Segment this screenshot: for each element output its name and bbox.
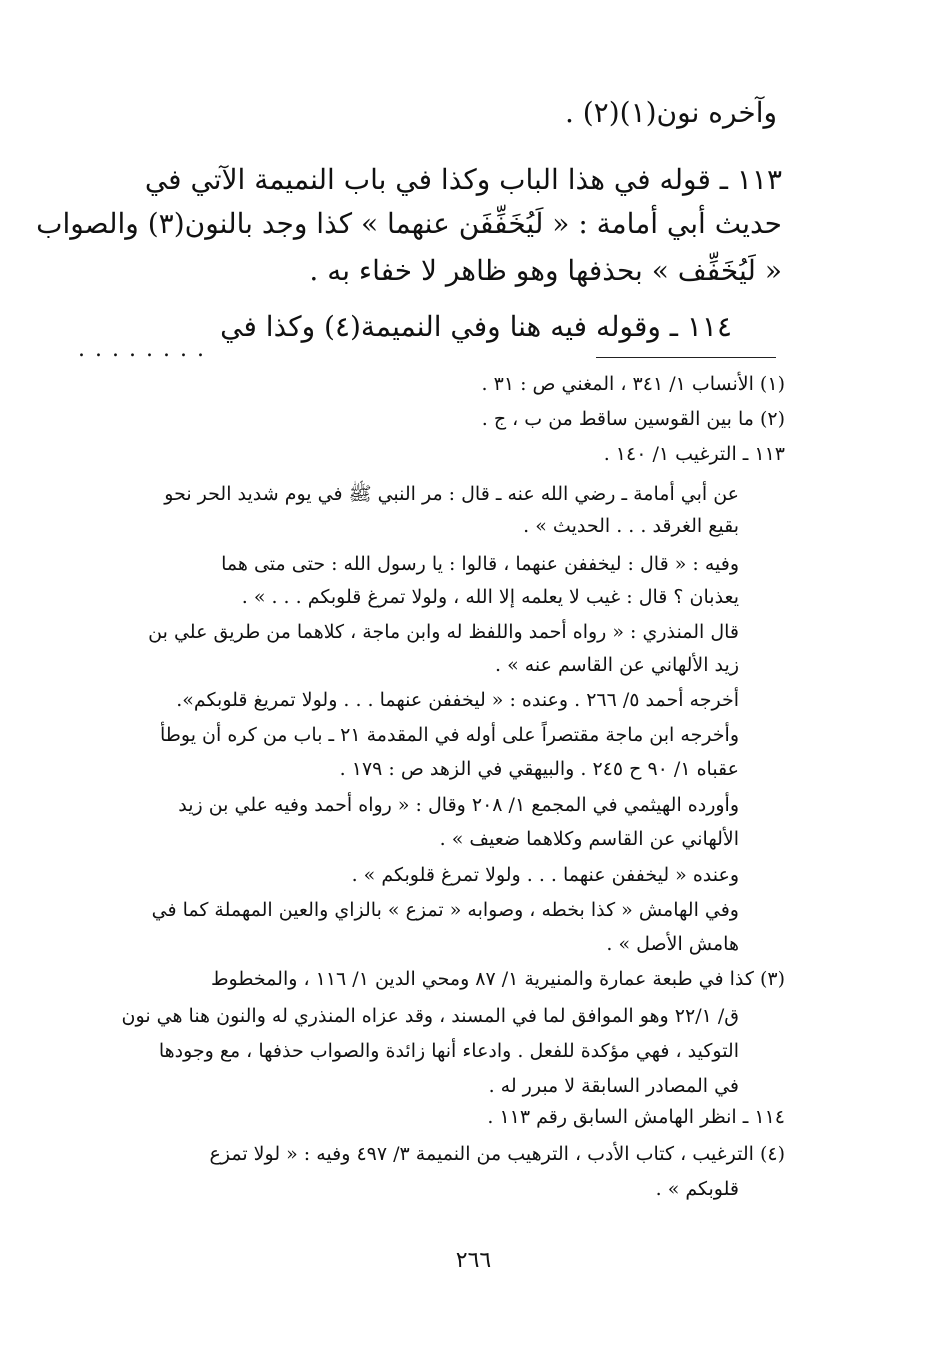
footnote-2: (٢) ما بين القوسين ساقط من ب ، ج . — [481, 408, 785, 430]
footnote-113-line-4: يعذبان ؟ قال : غيب لا يعلمه إلا الله ، ولولا تمرغ قلوبكم . . . » . — [241, 586, 739, 608]
footnote-113-line-9: عقباه ١/ ٩٠ ح ٢٤٥ . والبيهقي في الزهد ص : ١٧٩ . — [339, 758, 739, 780]
ellipsis-dots: ........ — [78, 337, 214, 362]
main-text-line-5: ١١٤ ـ وقوله فيه هنا وفي النميمة(٤) وكذا في — [220, 310, 732, 343]
footnote-113-line-2: بقيع الغرقد . . . الحديث » . — [523, 515, 739, 537]
footnote-113-line-10: وأورده الهيثمي في المجمع ١/ ٢٠٨ وقال : « رواه أحمد وفيه علي بن زيد — [178, 794, 739, 816]
footnote-113-line-1: عن أبي أمامة ـ رضي الله عنه ـ قال : مر النبي ﷺ في يوم شديد الحر نحو — [164, 483, 739, 505]
footnote-3-line-3: التوكيد ، فهي مؤكدة للفعل . وادعاء أنها زائدة والصواب حذفها ، مع وجودها — [158, 1040, 739, 1062]
footnote-3-line-2: ق/ ٢٢/١ وهو الموافق لما في المسند ، وقد عزاه المنذري له والنون هنا هي نون — [121, 1005, 739, 1027]
footnote-3-line-4: في المصادر السابقة لا مبرر له . — [488, 1075, 739, 1097]
footnote-113-line-14: هامش الأصل » . — [606, 933, 739, 955]
footnote-114: ١١٤ ـ انظر الهامش السابق رقم ١١٣ . — [487, 1106, 785, 1128]
main-text-line-3: حديث أبي أمامة : « لَيُخَفِّفَن عنهما » كذا وجد بالنون(٣) والصواب — [36, 207, 782, 240]
main-text-line-2: ١١٣ ـ قوله في هذا الباب وكذا في باب النميمة الآتي في — [144, 163, 782, 196]
footnote-113-line-7: أخرجه أحمد ٥/ ٢٦٦ . وعنده : « ليخففن عنهما . . . ولولا تمريغ قلوبكم». — [176, 689, 739, 711]
main-text-line-1: وآخره نون(١)(٢) . — [564, 96, 777, 129]
footnote-113: ١١٣ ـ الترغيب ١/ ١٤٠ . — [603, 443, 785, 465]
footnote-113-line-11: الألهاني عن القاسم وكلاهما ضعيف » . — [439, 828, 739, 850]
footnote-113-line-5: قال المنذري : « رواه أحمد واللفظ له وابن ماجة ، كلاهما من طريق علي بن — [148, 621, 739, 643]
footnote-3-line-1: (٣) كذا في طبعة عمارة والمنيرية ١/ ٨٧ ومحي الدين ١/ ١١٦ ، والمخطوط — [210, 968, 785, 990]
footnote-113-line-12: وعنده « ليخففن عنهما . . . ولولا تمرغ قلوبكم » . — [351, 864, 739, 886]
footnote-113-line-3: وفيه : « قال : ليخففن عنهما ، قالوا : يا رسول الله : حتى متى هما — [221, 553, 739, 575]
footnote-1: (١) الأنساب ١/ ٣٤١ ، المغني ص : ٣١ . — [481, 373, 785, 395]
page-number: ٢٦٦ — [455, 1248, 492, 1273]
footnote-113-line-6: زيد الألهاني عن القاسم عنه » . — [494, 654, 739, 676]
main-text-line-4: « لَيُخَفِّف » بحذفها وهو ظاهر لا خفاء به . — [309, 254, 782, 287]
footnote-113-line-13: وفي الهامش « كذا بخطه ، وصوابه « تمزع » بالزاي والعين المهملة كما في — [151, 899, 739, 921]
footnote-4-line-2: قلوبكم » . — [655, 1178, 739, 1200]
footnote-4-line-1: (٤) الترغيب ، كتاب الأدب ، الترهيب من النميمة ٣/ ٤٩٧ وفيه : « لولا تمزع — [209, 1143, 785, 1165]
footnote-113-line-8: وأخرجه ابن ماجة مقتصراً على أوله في المقدمة ٢١ ـ باب من كره أن يوطأ — [160, 724, 739, 746]
footnote-separator — [596, 357, 776, 358]
